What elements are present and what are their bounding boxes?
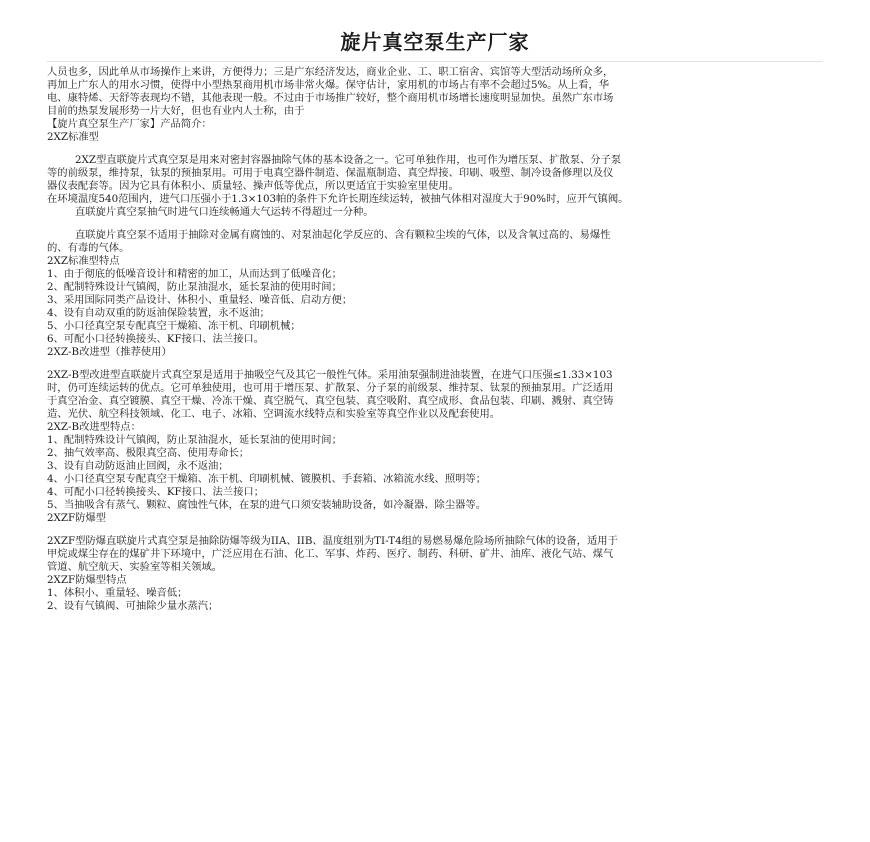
b-description [47,369,823,421]
std-operation-note: 直联旋片真空泵抽气时进气口连续畅通大气运转不得超过一分种。 [75,206,374,218]
text-line: 2XZF型防爆直联旋片式真空泵是抽除防爆等级为IIA、IIB、温度组别为TI-T4组的易燃易爆危险场所抽除气体的设备，适用于 [47,535,618,547]
text-line: 电、康特烯、天舒等表现均不错，其他表现一般。不过由于市场推广较好，整个商用机市场增长速度明显加快。虽然广东市场 [47,92,614,104]
list-item: 2、配制特殊设计气镇阀，防止泵油混水，延长泵油的使用时间； [47,281,342,293]
article-body [47,66,823,613]
page-title: 旋片真空泵生产厂家 [340,30,530,54]
text-line: 甲烷或煤尘存在的煤矿井下环境中，广泛应用在石油、化工、军事、炸药、医疗、制药、科研、矿井、油库、液化气站、煤气 [47,548,614,560]
text-line: 造、光伏、航空科技领域、化工、电子、冰箱、空调流水线特点和实验室等真空作业以及配套使用。 [47,408,501,420]
list-item: 1、由于彻底的低噪音设计和精密的加工，从而达到了低噪音化； [47,268,342,280]
text-line: 再加上广东人的用水习惯，使得中小型热泵商用机市场非常火爆。保守估计，家用机的市场占有率不会超过5%。从上看，华 [47,79,610,91]
list-item: 6、可配小口径转换接头、KF接口、法兰接口。 [47,333,265,345]
text-line: 直联旋片真空泵不适用于抽除对金属有腐蚀的、对泵油起化学反应的、含有颗粒尘埃的气体，以及含氧过高的、易爆性 [75,229,611,241]
section-heading-std-features: 2XZ标准型特点 [47,255,120,267]
list-item: 5、小口径真空泵专配真空干燥箱、冻干机、印刷机械； [47,320,301,332]
text-line: 器仪表配套等。因为它具有体积小、质量轻、操声低等优点，所以更适宜于实验室里使用。 [47,180,459,192]
text-line: 2XZ型直联旋片式真空泵是用来对密封容器抽除气体的基本设备之一。它可单独作用，也可作为增压泵、扩散泵、分子泵 [75,154,622,166]
std-description [47,154,823,193]
list-item: 3、设有自动防返油止回阀，永不返油； [47,460,229,472]
section-heading-std: 2XZ标准型 [47,131,99,143]
text-line: 时，仍可连续运转的优点。它可单独使用，也可用于增压泵、扩散泵、分子泵的前级泵、维持泵、钛泵的预抽泵用。广泛适用 [47,382,614,394]
list-item: 2、抽气效率高、极限真空高、使用寿命长； [47,447,250,459]
section-heading-b: 2XZ-B改进型（推荐使用） [47,346,172,358]
text-line: 目前的热泵发展形势一片大好，但也有业内人士称，由于 [47,105,305,117]
list-item: 4、设有自动双重的防返油保险装置，永不返油； [47,307,270,319]
list-item: 5、当抽吸含有蒸气、颗粒、腐蚀性气体，在泵的进气口须安装辅助设备，如冷凝器、除尘器等。 [47,499,487,511]
text-line: 等的前级泵，维持泵，钛泵的预抽泵用。可用于电真空器件制造、保温瓶制造、真空焊接、印刷、吸塑、制冷设备修理以及仪 [47,167,614,179]
std-limitation-note [47,229,823,255]
list-item: 4、可配小口径转换接头、KF接口、法兰接口； [47,486,265,498]
product-intro-heading: 【旋片真空泵生产厂家】产品简介： [47,118,212,130]
std-environment-note: 在环境温度540范围内，进气口压强小于1.3×103帕的条件下允许长期连续运转，被抽气体相对湿度大于90%时，应开气镇阀。 [47,193,629,205]
list-item: 4、小口径真空泵专配真空干燥箱、冻干机、印刷机械、镀膜机、手套箱、冰箱流水线、照明等； [47,473,487,485]
f-description [47,535,823,574]
section-heading-f-features: 2XZF防爆型特点 [47,574,127,586]
list-item: 2、设有气镇阀、可抽除少量水蒸汽； [47,600,219,612]
section-heading-f: 2XZF防爆型 [47,512,107,524]
text-line: 人员也多，因此单从市场操作上来讲，方便得力；三是广东经济发达，商业企业、工、职工宿舍、宾馆等大型活动场所众多， [47,66,614,78]
list-item: 3、采用国际同类产品设计、体积小、重量轻、噪音低、启动方便； [47,294,353,306]
title-divider [47,61,823,62]
section-heading-b-features: 2XZ-B改进型特点： [47,421,141,433]
list-item: 1、配制特殊设计气镇阀，防止泵油混水，延长泵油的使用时间； [47,434,342,446]
list-item: 1、体积小、重量轻、噪音低； [47,587,188,599]
text-line: 2XZ-B型改进型直联旋片式真空泵是适用于抽吸空气及其它一般性气体。采用油泵强制进油装置，在进气口压强≤1.33×103 [47,369,613,381]
intro-paragraph [47,66,823,118]
text-line: 管道、航空航天、实验室等相关领域。 [47,561,223,573]
text-line: 的、有毒的气体。 [47,242,130,254]
text-line: 于真空冶金、真空镀膜、真空干燥、冷冻干燥、真空脱气、真空包装、真空吸附、真空成形、食品包装、印刷、溅射、真空铸 [47,395,614,407]
